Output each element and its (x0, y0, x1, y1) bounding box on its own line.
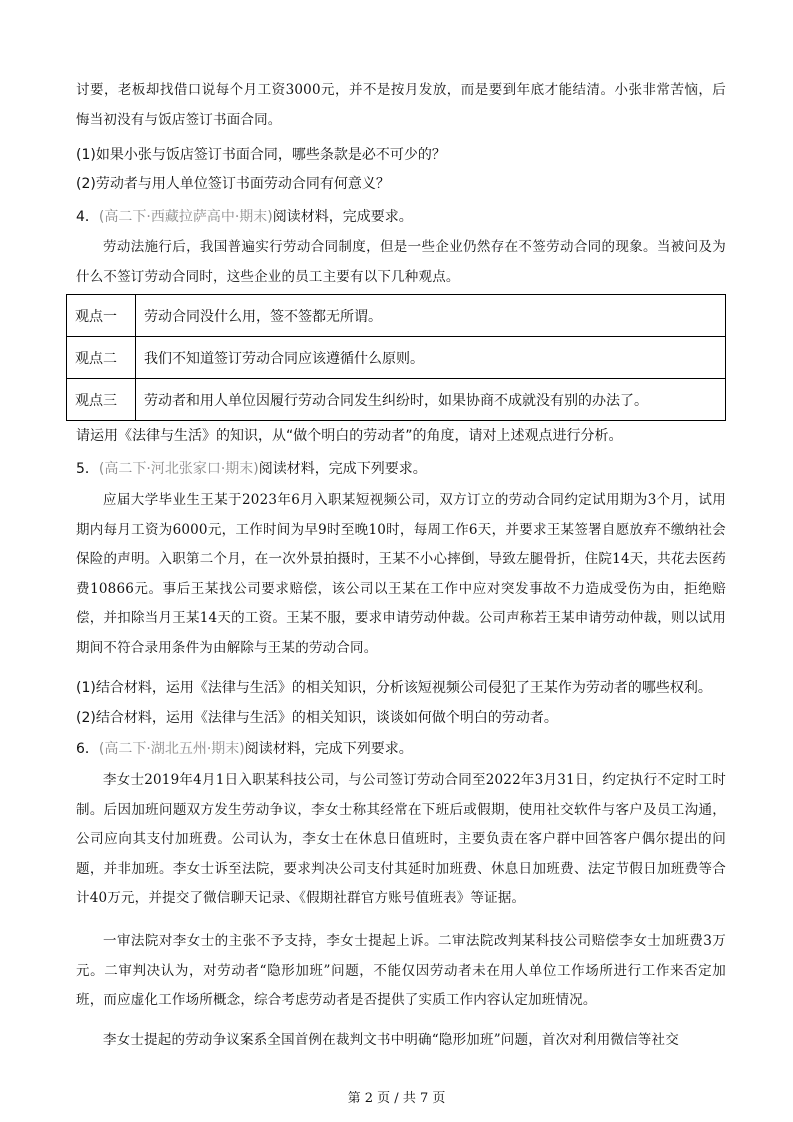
view-label: 观点三 (67, 379, 136, 421)
q4-number: 4． (76, 209, 99, 225)
q3-sub-question-2: (2)劳动者与用人单位签订书面劳动合同有何意义？ (76, 176, 390, 192)
table-row (67, 379, 726, 421)
table-row (67, 295, 726, 337)
q6-material-paragraph-3: 李女士提起的劳动争议案系全国首例在裁判文书中明确“隐形加班”问题，首次对利用微信等社交 (103, 1032, 679, 1048)
q6-prompt: 阅读材料，完成下列要求。 (244, 741, 413, 757)
q5-prompt: 阅读材料，完成下列要求。 (258, 461, 427, 477)
q6-material-paragraph-1: 李女士2019年4月1日入职某科技公司，与公司签订劳动合同至2022年3月31日，约定执行不定时工时制。后因加班问题双方发生劳动争议，李女士称其经常在下班后或假期，使用社交软件与客户及员工沟通，公司应向其支付加班费。公司认为，李女士在休息日值班时，主要负责在客户群中回答客户偶尔提出的问题，并非加班。李女士诉至法院，要求判决公司支付其延时加班费、休息日加班费、法定节假日加班费等合计40万元，并提交了微信聊天记录、《假期社群官方账号值班表》等证据。 (76, 772, 726, 906)
q4-question: 请运用《法律与生活》的知识，从“做个明白的劳动者”的角度，请对上述观点进行分析。 (76, 428, 623, 444)
q5-sub-question-2: (2)结合材料，运用《法律与生活》的相关知识，谈谈如何做个明白的劳动者。 (76, 710, 558, 726)
q5-sub-question-1: (1)结合材料，运用《法律与生活》的相关知识，分析该短视频公司侵犯了王某作为劳动者的哪些权利。 (76, 680, 712, 696)
intro-paragraph: 讨要，老板却找借口说每个月工资3000元，并不是按月发放，而是要到年底才能结清。小张非常苦恼，后悔当初没有与饭店签订书面合同。 (76, 82, 726, 128)
q5-heading (76, 455, 726, 484)
view-text: 劳动者和用人单位因履行劳动合同发生纠纷时，如果协商不成就没有别的办法了。 (136, 379, 726, 421)
q6-number: 6． (76, 741, 99, 757)
q4-views-table (66, 294, 726, 421)
q5-number: 5． (76, 461, 99, 477)
q6-material-paragraph-2: 一审法院对李女士的主张不予支持，李女士提起上诉。二审法院改判某科技公司赔偿李女士加班费3万元。二审判决认为，对劳动者“隐形加班”问题，不能仅因劳动者未在用人单位工作场所进行工作来否定加班，而应虚化工作场所概念，综合考虑劳动者是否提供了实质工作内容认定加班情况。 (76, 933, 726, 1008)
view-label: 观点一 (67, 295, 136, 337)
view-text: 劳动合同没什么用，签不签都无所谓。 (136, 295, 726, 337)
q3-sub-question-1: (1)如果小张与饭店签订书面合同，哪些条款是必不可少的？ (76, 147, 446, 163)
q5-source: (高二下·河北张家口·期末) (98, 461, 259, 477)
q4-material: 劳动法施行后，我国普遍实行劳动合同制度，但是一些企业仍然存在不签劳动合同的现象。当被问及为什么不签订劳动合同时，这些企业的员工主要有以下几种观点。 (76, 239, 726, 285)
view-text: 我们不知道签订劳动合同应该遵循什么原则。 (136, 337, 726, 379)
q4-prompt: 阅读材料，完成要求。 (272, 209, 413, 225)
page-footer: 第 2 页 / 共 7 页 (347, 1091, 446, 1106)
q5-material: 应届大学毕业生王某于2023年6月入职某短视频公司，双方订立的劳动合同约定试用期为3个月，试用期内每月工资为6000元，工作时间为早9时至晚10时，每周工作6天，并要求王某签署自愿放弃不缴纳社会保险的声明。入职第二个月，在一次外景拍摄时，王某不小心摔倒，导致左腿骨折，住院14天，共花去医药费10866元。事后王某找公司要求赔偿，该公司以王某在工作中应对突发事故不力造成受伤为由，拒绝赔偿，并扣除当月王某14天的工资。王某不服，要求申请劳动仲裁。公司声称若王某申请劳动仲裁，则以试用期间不符合录用条件为由解除与王某的劳动合同。 (76, 492, 726, 656)
table-row (67, 337, 726, 379)
q4-source: (高二下·西藏拉萨高中·期末) (98, 209, 273, 225)
q6-heading (76, 735, 726, 764)
view-label: 观点二 (67, 337, 136, 379)
q4-heading (76, 203, 726, 232)
q6-source: (高二下·湖北五州·期末) (98, 741, 245, 757)
